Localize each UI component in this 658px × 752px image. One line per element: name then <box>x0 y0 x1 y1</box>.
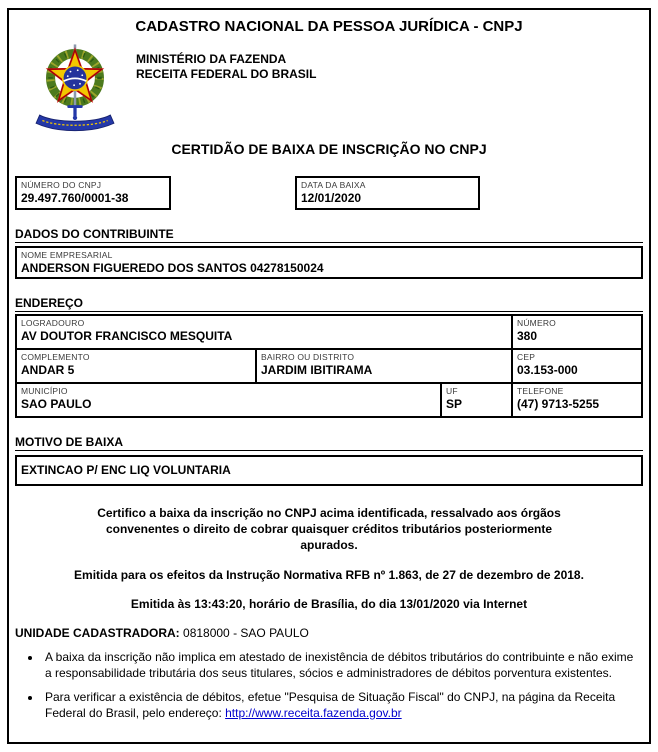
page-title: CADASTRO NACIONAL DA PESSOA JURÍDICA - CNPJ <box>135 18 523 35</box>
brazil-coat-of-arms-icon <box>32 39 118 135</box>
complement-value: ANDAR 5 <box>21 363 75 377</box>
complement-field <box>17 350 255 382</box>
street-number-value: 380 <box>517 329 538 343</box>
registering-unit-value: 0818000 - SAO PAULO <box>183 626 309 640</box>
section-address <box>15 296 643 418</box>
company-name-field <box>15 246 643 279</box>
closure-date-value: 12/01/2020 <box>301 191 362 205</box>
taxpayer-section-title: DADOS DO CONTRIBUINTE <box>15 227 643 243</box>
note-item-debts-disclaimer: • A baixa da inscrição não implica em atestado de inexistência de débitos tributários do contribuinte e não exime a responsabilidade tributária dos seus titulares, sócios e administradores de débitos porventura existentes. <box>42 649 643 681</box>
street-label: LOGRADOURO <box>21 318 85 328</box>
registering-unit-line <box>15 626 643 641</box>
cnpj-number-value: 29.497.760/0001-38 <box>21 191 129 205</box>
closure-reason-section-title: MOTIVO DE BAIXA <box>15 435 643 451</box>
street-number-label: NÚMERO <box>517 318 556 328</box>
document-header <box>15 39 643 137</box>
ministry-line-2: RECEITA FEDERAL DO BRASIL <box>136 67 317 81</box>
cnpj-number-label: NÚMERO DO CNPJ <box>21 180 102 190</box>
street-field <box>17 316 511 348</box>
cep-field <box>511 350 641 382</box>
emission-timestamp-line: Emitida às 13:43:20, horário de Brasília, do dia 13/01/2020 via Internet <box>130 597 528 611</box>
state-label: UF <box>446 386 458 396</box>
note-item-fiscal-status <box>42 689 643 721</box>
closure-date-field <box>295 176 480 210</box>
section-taxpayer-data <box>15 227 643 279</box>
address-row-2 <box>17 348 641 382</box>
company-name-label: NOME EMPRESARIAL <box>21 250 113 260</box>
city-value: SAO PAULO <box>21 397 92 411</box>
document-border-frame <box>7 8 651 744</box>
fiscal-status-text: Para verificar a existência de débitos, efetue "Pesquisa de Situação Fiscal" do CNPJ, na página da Receita Federal do Brasil, pelo endereço: <box>45 690 616 720</box>
registering-unit-label: UNIDADE CADASTRADORA: <box>15 626 180 640</box>
address-row-3 <box>17 382 641 416</box>
address-table <box>15 314 643 418</box>
cep-label: CEP <box>517 352 536 362</box>
phone-value: (47) 9713-5255 <box>517 397 600 411</box>
phone-label: TELEFONE <box>517 386 564 396</box>
identification-row <box>15 176 643 210</box>
notes-list <box>15 649 643 721</box>
closure-reason-field <box>15 455 643 486</box>
district-field <box>255 350 511 382</box>
ministry-block <box>136 39 316 137</box>
company-name-value: ANDERSON FIGUEREDO DOS SANTOS 04278150024 <box>21 261 324 275</box>
closure-date-label: DATA DA BAIXA <box>301 180 366 190</box>
complement-label: COMPLEMENTO <box>21 352 90 362</box>
ministry-line-1: MINISTÉRIO DA FAZENDA <box>136 52 287 66</box>
state-field <box>440 384 511 416</box>
certification-paragraph: Certifico a baixa da inscrição no CNPJ acima identificada, ressalvado aos órgãos convenentes o direito de cobrar quaisquer créditos tributários posteriormente apurados. <box>97 506 561 552</box>
normative-instruction-line: Emitida para os efeitos da Instrução Normativa RFB nº 1.863, de 27 de dezembro de 2018. <box>74 568 584 582</box>
district-label: BAIRRO OU DISTRITO <box>261 352 355 362</box>
closure-reason-value: EXTINCAO P/ ENC LIQ VOLUNTARIA <box>21 463 231 477</box>
street-number-field <box>511 316 641 348</box>
city-field <box>17 384 440 416</box>
receita-federal-link[interactable]: http://www.receita.fazenda.gov.br <box>225 706 402 720</box>
district-value: JARDIM IBITIRAMA <box>261 363 373 377</box>
state-value: SP <box>446 397 463 411</box>
certificate-title: CERTIDÃO DE BAIXA DE INSCRIÇÃO NO CNPJ <box>171 141 487 157</box>
city-label: MUNICÍPIO <box>21 386 68 396</box>
street-value: AV DOUTOR FRANCISCO MESQUITA <box>21 329 233 343</box>
section-closure-reason <box>15 435 643 486</box>
phone-field <box>511 384 641 416</box>
address-section-title: ENDEREÇO <box>15 296 643 312</box>
cnpj-number-field <box>15 176 171 210</box>
address-row-1 <box>17 316 641 348</box>
cep-value: 03.153-000 <box>517 363 578 377</box>
